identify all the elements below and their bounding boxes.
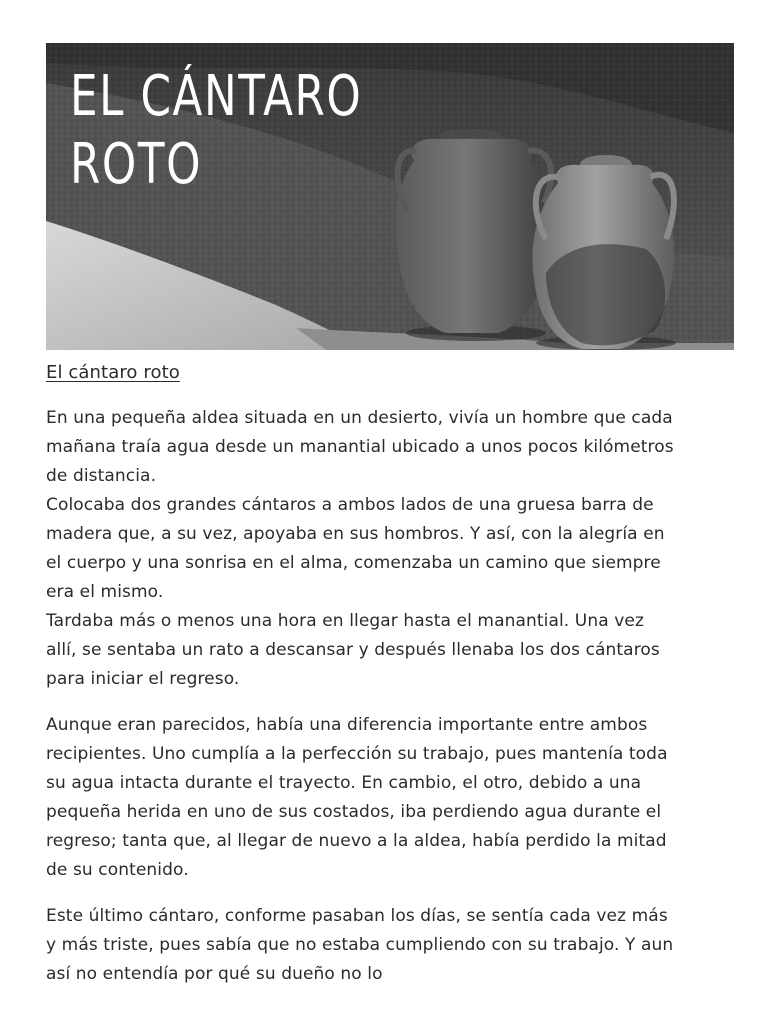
hero-title [70, 63, 362, 199]
paragraph-2 [46, 711, 676, 885]
paragraph-1 [46, 404, 676, 694]
hero-banner [46, 43, 734, 350]
paragraph-2-line-1: Aunque eran parecidos, había una diferencia importante entre ambos recipientes. Uno cumplía a la perfección su trabajo, pues mantenía toda su agua intacta durante el trayecto. En cambio, el otro, debido a una pequeña herida en uno de sus costados, iba perdiendo agua durante el regreso; tanta que, al llegar de nuevo a la aldea, había perdido la mitad de su contenido. [46, 715, 668, 880]
hero-title-line-1: EL CÁNTARO [70, 64, 363, 129]
paragraph-1-line-1: En una pequeña aldea situada en un desierto, vivía un hombre que cada mañana traía agua desde un manantial ubicado a unos pocos kilómetros de distancia. [46, 408, 674, 486]
paragraph-3-line-1: Este último cántaro, conforme pasaban los días, se sentía cada vez más y más triste, pues sabía que no estaba cumpliendo con su trabajo. Y aun así no entendía por qué su dueño no lo [46, 906, 674, 984]
paragraph-1-line-2: Colocaba dos grandes cántaros a ambos lados de una gruesa barra de madera que, a su vez, apoyaba en sus hombros. Y así, con la alegría en el cuerpo y una sonrisa en el alma, comenzaba un camino que siempre era el mismo. [46, 495, 665, 602]
hero-title-line-2: ROTO [70, 132, 203, 197]
story-heading: El cántaro roto [46, 362, 180, 383]
paragraph-1-line-3: Tardaba más o menos una hora en llegar hasta el manantial. Una vez allí, se sentaba un rato a descansar y después llenaba los dos cántaros para iniciar el regreso. [46, 611, 660, 689]
article-body [46, 358, 676, 1006]
paragraph-3 [46, 902, 676, 989]
